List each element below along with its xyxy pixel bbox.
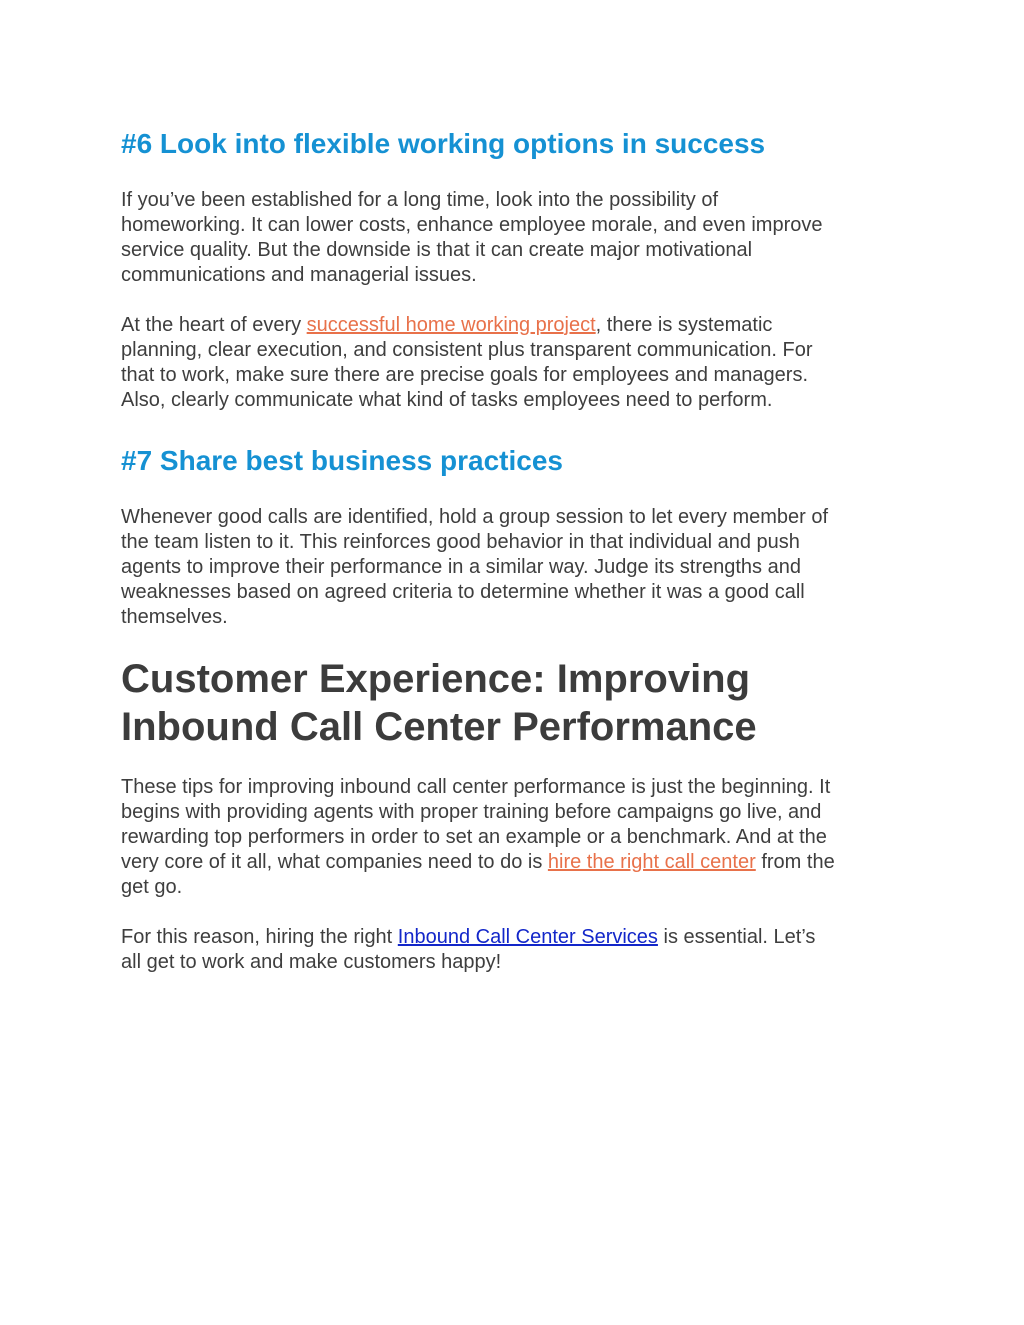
text-fragment: very core of it all, what companies need to do is xyxy=(121,851,548,873)
text-line: If you’ve been established for a long time, look into the possibility of xyxy=(121,189,719,211)
heading-line: Inbound Call Center Performance xyxy=(121,705,757,749)
text-line: service quality. But the downside is that it can create major motivational xyxy=(121,239,753,261)
text-line: weaknesses based on agreed criteria to determine whether it was a good call xyxy=(121,581,805,603)
hire-right-call-center-link[interactable]: hire the right call center xyxy=(547,851,756,873)
text-line: get go. xyxy=(121,876,183,898)
text-fragment: from the xyxy=(755,851,835,873)
text-line: planning, clear execution, and consistent plus transparent communication. For xyxy=(121,339,813,361)
text-line xyxy=(121,850,906,875)
text-line: Also, clearly communicate what kind of tasks employees need to perform. xyxy=(121,389,773,411)
heading-line: Customer Experience: Improving xyxy=(121,657,751,701)
text-line: Whenever good calls are identified, hold a group session to let every member of xyxy=(121,506,829,528)
text-line: themselves. xyxy=(121,606,228,628)
text-line xyxy=(121,925,906,950)
customer-experience-heading xyxy=(121,655,906,751)
text-fragment: , there is systematic xyxy=(595,314,773,336)
customer-experience-paragraph-1 xyxy=(121,775,906,900)
text-line: agents to improve their performance in a similar way. Judge its strengths and xyxy=(121,556,801,578)
text-line xyxy=(121,313,906,338)
section-6-heading: #6 Look into flexible working options in success xyxy=(121,128,766,159)
section-6-paragraph-2 xyxy=(121,313,906,413)
text-line: the team listen to it. This reinforces good behavior in that individual and push xyxy=(121,531,800,553)
section-7-heading: #7 Share best business practices xyxy=(121,445,563,476)
text-fragment: At the heart of every xyxy=(121,314,307,336)
section-6-paragraph-1 xyxy=(121,188,906,288)
text-line: rewarding top performers in order to set an example or a benchmark. And at the xyxy=(121,826,827,848)
section-7-paragraph-1 xyxy=(121,505,906,630)
text-line: begins with providing agents with proper training before campaigns go live, and xyxy=(121,801,822,823)
inbound-call-center-services-link[interactable]: Inbound Call Center Services xyxy=(397,926,658,948)
text-line: homeworking. It can lower costs, enhance employee morale, and even improve xyxy=(121,214,823,236)
text-fragment: is essential. Let’s xyxy=(657,926,816,948)
customer-experience-paragraph-2 xyxy=(121,925,906,975)
successful-home-working-project-link[interactable]: successful home working project xyxy=(306,314,596,336)
text-line: that to work, make sure there are precise goals for employees and managers. xyxy=(121,364,809,386)
text-line: all get to work and make customers happy! xyxy=(121,951,502,973)
text-line: communications and managerial issues. xyxy=(121,264,477,286)
text-fragment: For this reason, hiring the right xyxy=(121,926,398,948)
text-line: These tips for improving inbound call center performance is just the beginning. It xyxy=(121,776,831,798)
